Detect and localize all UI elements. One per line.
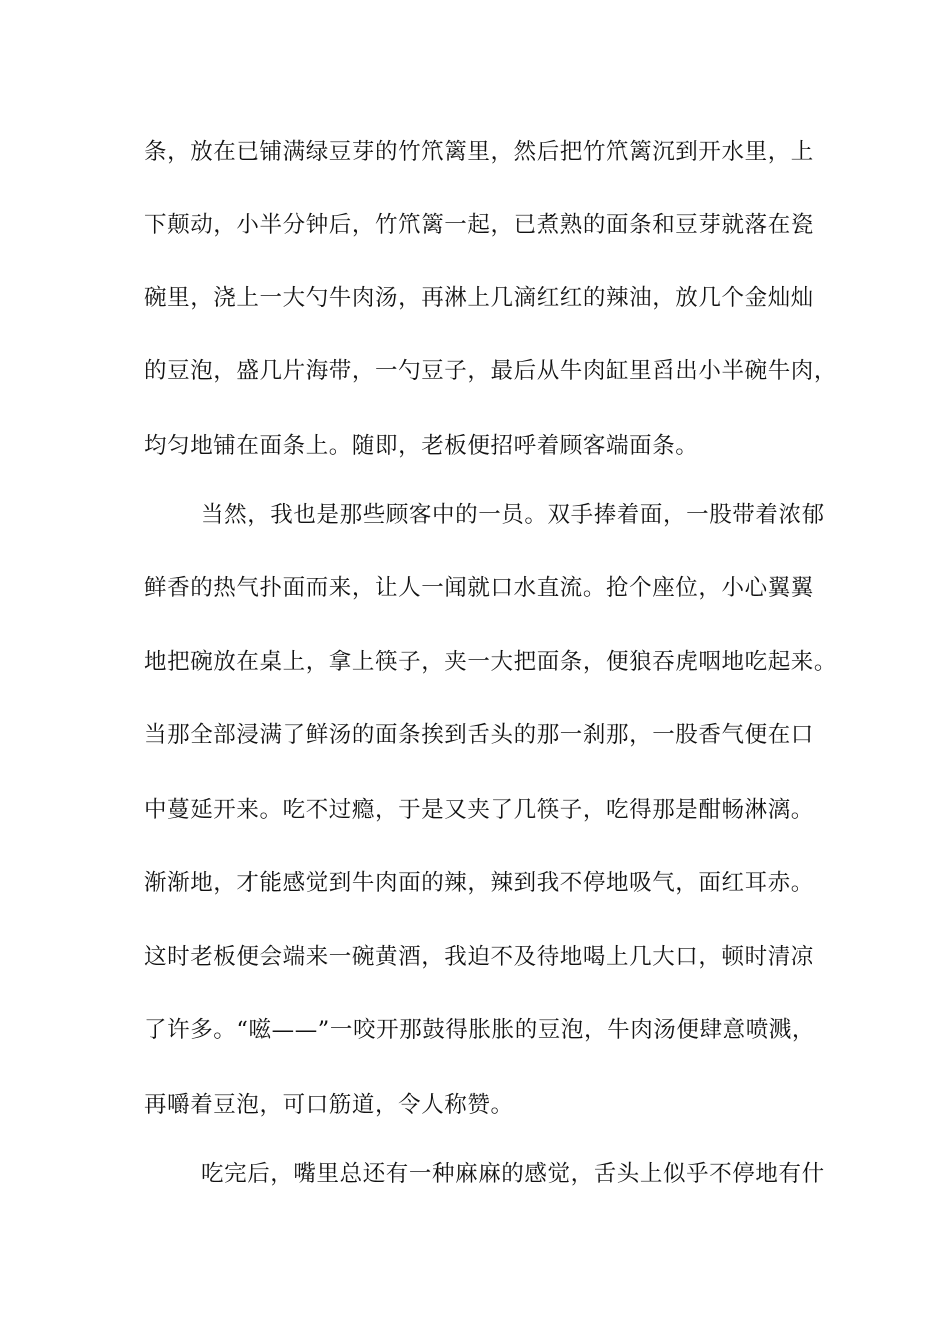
text-line: 中蔓延开来。吃不过瘾，于是又夹了几筷子，吃得那是酣畅淋漓。 [144,797,814,823]
text-line: 的豆泡，盛几片海带，一勺豆子，最后从牛肉缸里舀出小半碗牛肉， [144,358,838,384]
paragraph-first-line: 吃完后，嘴里总还有一种麻麻的感觉，舌头上似乎不停地有什 [201,1161,825,1187]
text-line: 渐渐地，才能感觉到牛肉面的辣，辣到我不停地吸气，面红耳赤。 [144,870,814,896]
text-line: 再嚼着豆泡，可口筋道，令人称赞。 [144,1092,514,1118]
paragraph-first-line: 当然，我也是那些顾客中的一员。双手捧着面，一股带着浓郁 [201,502,825,528]
text-line: 地把碗放在桌上，拿上筷子，夹一大把面条，便狼吞虎咽地吃起来。 [144,649,838,675]
text-line: 碗里，浇上一大勺牛肉汤，再淋上几滴红红的辣油，放几个金灿灿 [144,285,814,311]
text-line: 鲜香的热气扑面而来，让人一闻就口水直流。抢个座位，小心翼翼 [144,575,814,601]
text-line: 下颠动，小半分钟后，竹笊篱一起，已煮熟的面条和豆芽就落在瓷 [144,212,814,238]
text-line: 了许多。“嗞——”一咬开那鼓得胀胀的豆泡，牛肉汤便肆意喷溅， [144,1017,816,1043]
text-line: 条，放在已铺满绿豆芽的竹笊篱里，然后把竹笊篱沉到开水里，上 [144,139,814,165]
text-line: 均匀地铺在面条上。随即，老板便招呼着顾客端面条。 [144,433,699,459]
text-line: 当那全部浸满了鲜汤的面条挨到舌头的那一刹那，一股香气便在口 [144,722,814,748]
text-line: 这时老板便会端来一碗黄酒，我迫不及待地喝上几大口，顿时清凉 [144,944,814,970]
